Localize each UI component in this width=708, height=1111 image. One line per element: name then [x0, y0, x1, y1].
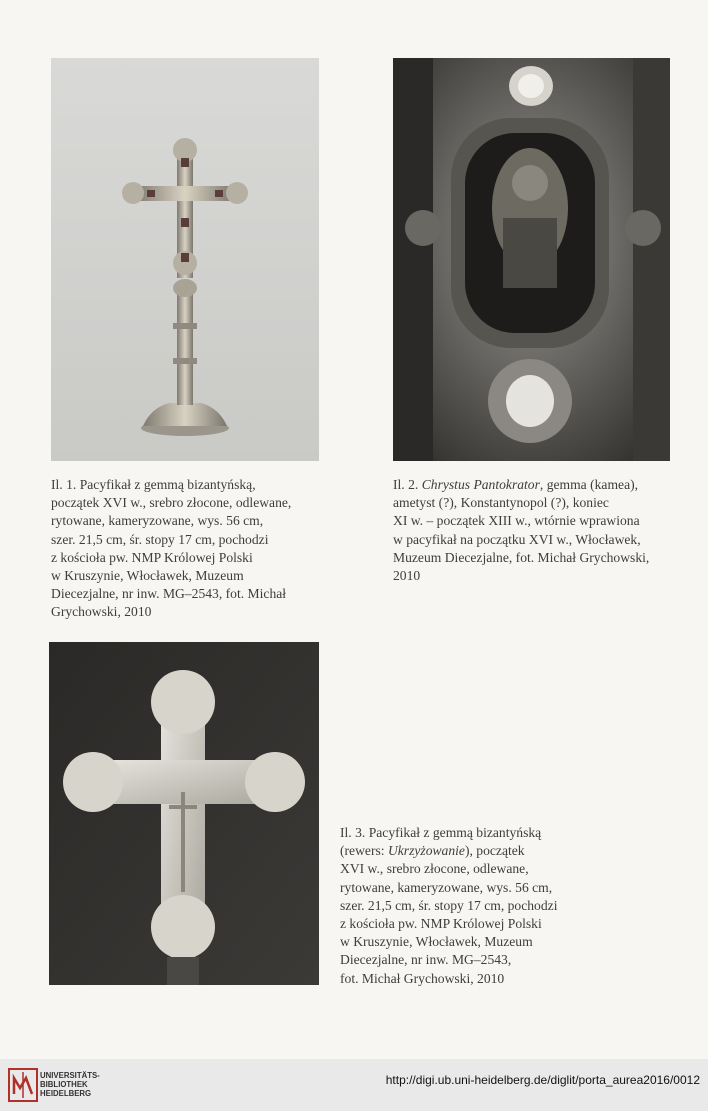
caption-figure-2	[393, 476, 649, 585]
caption-figure-3	[340, 824, 557, 988]
pacifical-reverse-image	[49, 642, 319, 985]
caption-line: fot. Michał Grychowski, 2010	[340, 970, 505, 986]
caption-line: Diecezjalne, nr inw. MG–2543, fot. Michał	[51, 586, 287, 602]
figure-2-photo	[393, 58, 670, 461]
christ-pantokrator-image	[393, 58, 670, 461]
caption-line: z kościoła pw. NMP Królowej Polski	[340, 916, 542, 932]
caption-line: ametyst (?), Konstantynopol (?), koniec	[393, 495, 609, 511]
figure-3-photo	[49, 642, 319, 985]
source-url-link[interactable]: http://digi.ub.uni-heidelberg.de/diglit/porta_aurea2016/0012	[385, 1073, 700, 1087]
caption-line	[393, 476, 649, 494]
caption-line: Il. 3. Pacyfikał z gemmą bizantyńską	[340, 825, 542, 840]
footer-bar	[0, 1059, 708, 1111]
figure-1-photo	[51, 58, 319, 461]
caption-line: z kościoła pw. NMP Królowej Polski	[51, 549, 253, 565]
caption-line: XI w. – początek XIII w., wtórnie wprawiona	[393, 513, 640, 529]
caption-line: Diecezjalne, nr inw. MG–2543,	[340, 952, 512, 968]
caption-line: rytowane, kameryzowane, wys. 56 cm,	[340, 879, 553, 895]
caption-suffix: , gemma (kamea),	[539, 477, 639, 492]
logo-line: BIBLIOTHEK	[40, 1080, 88, 1089]
caption-suffix: ), początek	[464, 843, 525, 859]
caption-line: w Kruszynie, Włocławek, Muzeum	[340, 934, 533, 950]
caption-line: szer. 21,5 cm, śr. stopy 17 cm, pochodzi	[51, 531, 269, 547]
caption-line: 2010	[393, 568, 421, 584]
caption-line: w pacyfikał na początku XVI w., Włocławek,	[393, 531, 641, 547]
caption-line: rytowane, kameryzowane, wys. 56 cm,	[51, 513, 264, 529]
caption-line: początek XVI w., srebro złocone, odlewane,	[51, 495, 292, 511]
pacifical-front-image	[51, 58, 319, 461]
caption-italic-title: Chrystus Pantokrator	[421, 477, 540, 492]
caption-line: Muzeum Diecezjalne, fot. Michał Grychowski,	[393, 549, 650, 565]
caption-line: szer. 21,5 cm, śr. stopy 17 cm, pochodzi	[340, 897, 558, 913]
caption-figure-1	[51, 476, 291, 622]
caption-line: Il. 1. Pacyfikał z gemmą bizantyńską,	[51, 477, 256, 492]
caption-line	[340, 842, 557, 860]
caption-line: XVI w., srebro złocone, odlewane,	[340, 861, 529, 877]
library-logo-text	[40, 1071, 100, 1098]
university-library-logo-icon	[8, 1068, 38, 1102]
caption-line: Grychowski, 2010	[51, 604, 152, 620]
caption-prefix: (rewers:	[340, 843, 388, 859]
caption-line: w Kruszynie, Włocławek, Muzeum	[51, 568, 244, 584]
caption-prefix: Il. 2.	[393, 477, 422, 492]
logo-line: HEIDELBERG	[40, 1089, 92, 1098]
logo-line: UNIVERSITÄTS-	[40, 1071, 100, 1080]
caption-italic-title: Ukrzyżowanie	[387, 843, 465, 859]
